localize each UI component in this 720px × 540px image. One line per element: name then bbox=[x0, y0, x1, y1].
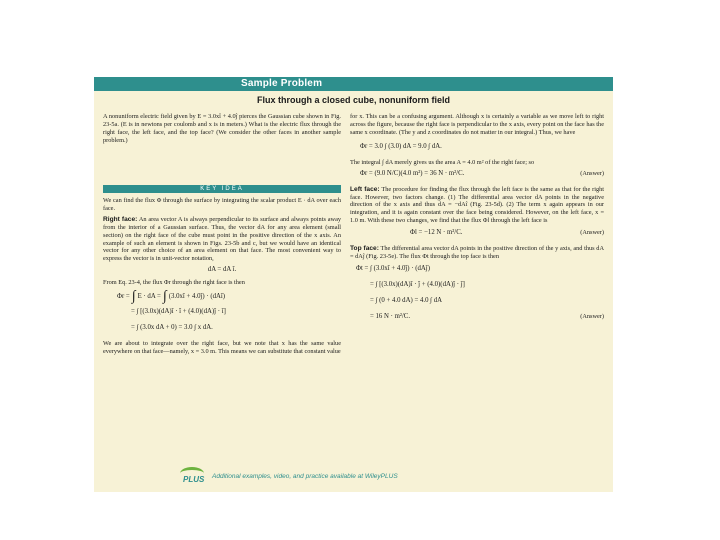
left-column-body bbox=[103, 197, 341, 359]
left-column bbox=[103, 113, 341, 148]
right-face-paragraph bbox=[103, 216, 341, 263]
integral-sign-icon: ∫ bbox=[162, 289, 167, 305]
right-column bbox=[350, 113, 604, 321]
problem-statement: A nonuniform electric field given by E = 3.0xî + 4.0ĵ pierces the Gaussian cube shown in Fig. 23-5a. (E is in newtons per coulomb and x is in meters.) What is the electric flux through the right face, the left face, and the top face? (We consider the other faces in another sample problem.) bbox=[103, 113, 341, 144]
answer-label: (Answer) bbox=[580, 312, 604, 320]
integral-text: The integral ∫ dA merely gives us the area A = 4.0 m² of the right face; so bbox=[350, 158, 535, 166]
right-face-text: An area vector A is always perpendicular to its surface and always points away from the interior of a Gaussian surface. Thus, the vector dA for any area element (small section) on the right face of the cube must point in the positive direction of the x axis. An example of such an element is shown in Figs. 23-5b and c, but we would have an identical vector for any other choice of an area element on that face. The most convenient way to express the vector is in unit-vector notation, bbox=[103, 215, 342, 263]
eq-phi-l-text: Φl = −12 N · m²/C. bbox=[410, 229, 463, 237]
top-face-lead: Top face: bbox=[350, 245, 379, 253]
answer-label: (Answer) bbox=[580, 229, 604, 237]
eq-phi-r-result-text: Φr = (9.0 N/C)(4.0 m²) = 36 N · m²/C. bbox=[360, 169, 465, 177]
sample-problem-page bbox=[94, 77, 613, 492]
eq-r1a: E · dA = bbox=[137, 293, 161, 301]
eq-flux-top-2: = ∫ [(3.0x)(dA)î · ĵ + (4.0)(dA)ĵ · ĵ] bbox=[370, 280, 465, 288]
right-face-lead: Right face: bbox=[103, 215, 138, 223]
key-idea-bar: KEY IDEA bbox=[103, 185, 341, 193]
eq-flux-top-3: = ∫ (0 + 4.0 dA) = 4.0 ∫ dA bbox=[370, 296, 443, 304]
eq-flux-right-1 bbox=[117, 290, 341, 304]
top-face-paragraph bbox=[350, 245, 604, 261]
answer-label: (Answer) bbox=[580, 169, 604, 177]
eq-flux-top-1: Φt = ∫ (3.0xî + 4.0ĵ) · (dAĵ) bbox=[356, 264, 430, 272]
right-column-intro: for x. This can be a confusing argument. Although x is certainly a variable as we move left to right across the figure, because the right face is perpendicular to the x axis, every point on the face has the same x coordinate. (The y and z coordinates do not matter in our integral.) Thus, we have bbox=[350, 113, 604, 136]
eq-t4-text: = 16 N · m²/C. bbox=[370, 312, 411, 320]
sample-problem-banner: Sample Problem bbox=[94, 77, 613, 91]
problem-title: Flux through a closed cube, nonuniform field bbox=[256, 95, 450, 105]
wileyplus-logo bbox=[178, 465, 208, 487]
left-face-text: The procedure for finding the flux through the left face is the same as that for the right face. However, two factors change. (1) The differential area vector dA points in the negative direction of the x axis and thus dA = −dAî (Fig. 23-5d). (2) The term x again appears in our integration, and it is again constant over the face being considered. However, on the left face, x = 1.0 m. With these two changes, we find that the flux Φl through the left face is bbox=[350, 185, 605, 225]
left-face-lead: Left face: bbox=[350, 185, 380, 193]
from-eq-text: From Eq. 23-4, the flux Φr through the right face is then bbox=[103, 279, 245, 287]
eq-phi-r-result bbox=[360, 170, 604, 178]
eq-phi-r: Φr = 3.0 ∫ (3.0) dA = 9.0 ∫ dA. bbox=[360, 142, 442, 150]
eq-flux-right-3: = ∫ (3.0x dA + 0) = 3.0 ∫ x dA. bbox=[131, 324, 213, 332]
eq-r1b: (3.0xî + 4.0ĵ) · (dAî) bbox=[168, 293, 226, 301]
eq-flux-top-4 bbox=[370, 313, 604, 321]
eq-dA: dA = dA î. bbox=[207, 266, 237, 274]
eq-phi-l bbox=[410, 229, 604, 237]
logo-text: PLUS bbox=[183, 475, 205, 484]
key-idea-text: We can find the flux Φ through the surface by integrating the scalar product E · dA over each face. bbox=[103, 197, 341, 212]
footer-note: Additional examples, video, and practice available at WileyPLUS bbox=[212, 473, 398, 480]
integral-sign-icon: ∫ bbox=[131, 289, 136, 305]
left-column-tail: We are about to integrate over the right face, but we note that x has the same value everywhere on that face—namely, x = 3.0 m. This means we can substitute that constant value bbox=[103, 340, 341, 356]
eq-r1-lhs: Φr = bbox=[117, 293, 130, 301]
eq-flux-right-2: = ∫ [(3.0x)(dA)î · î + (4.0)(dA)ĵ · î] bbox=[131, 308, 226, 316]
top-face-text: The differential area vector dA points in the positive direction of the y axis, and thus dA = dAĵ (Fig. 23-5e). The flux Φt through the top face is then bbox=[350, 245, 604, 261]
left-face-paragraph bbox=[350, 186, 604, 226]
